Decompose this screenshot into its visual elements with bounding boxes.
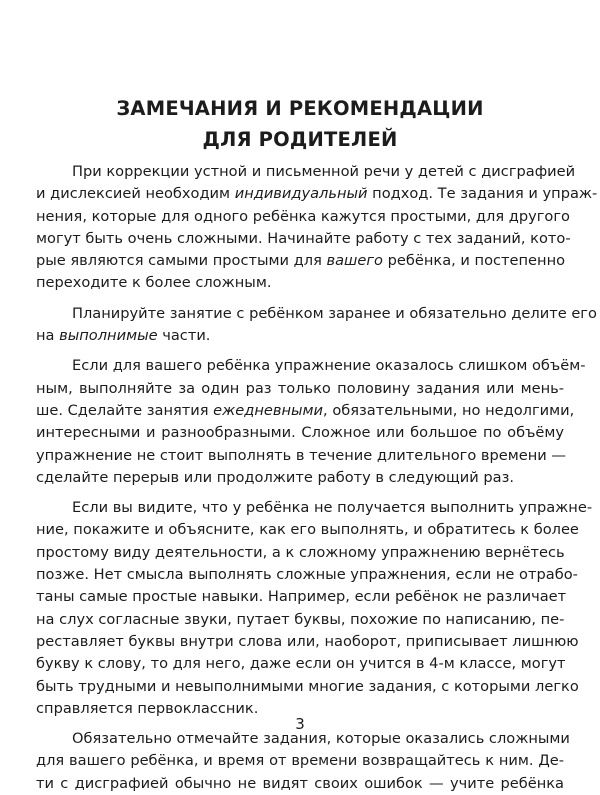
text-line: ти с дисграфией обычно не видят своих ошибок — учите ребёнка: [36, 774, 564, 792]
text-line: При коррекции устной и письменной речи у детей с дисграфией: [72, 163, 576, 180]
text-line: на выполнимые части.: [36, 327, 211, 345]
paragraph: [36, 355, 586, 489]
page-title: [0, 93, 600, 155]
emphasized-word: ежедневными: [213, 401, 324, 419]
text-line: букву к слову, то для него, даже если он учится в 4-м классе, могут: [36, 655, 566, 673]
text-line: Если вы видите, что у ребёнка не получается выполнить упражне-: [72, 499, 593, 517]
emphasized-word: выполнимые: [59, 327, 158, 345]
text-line: Если для вашего ребёнка упражнение оказалось слишком объём-: [72, 357, 586, 375]
text-line: Планируйте занятие с ребёнком заранее и обязательно делите его: [72, 304, 597, 322]
title-line-1: ЗАМЕЧАНИЯ И РЕКОМЕНДАЦИИ: [116, 97, 484, 120]
text-line: Обязательно отмечайте задания, которые оказались сложными: [72, 730, 570, 748]
text-line: таны самые простые навыки. Например, если ребёнок не различает: [36, 588, 567, 606]
paragraph: [36, 728, 570, 795]
text-line: для вашего ребёнка, и время от времени возвращайтесь к ним. Де-: [36, 752, 564, 770]
text-line: и дислексией необходим индивидуальный подход. Те задания и упраж-: [36, 185, 598, 203]
text-line: переходите к более сложным.: [36, 274, 272, 292]
text-line: упражнение не стоит выполнять в течение длительного времени —: [36, 446, 566, 464]
text-line: справляется первоклассник.: [36, 699, 259, 717]
text-line: ше. Сделайте занятия ежедневными, обязательными, но недолгими,: [36, 401, 575, 419]
body-text: [36, 161, 598, 795]
paragraph: [36, 497, 593, 720]
text-line: сделайте перерыв или продолжите работу в следующий раз.: [36, 468, 514, 486]
emphasized-word: вашего: [326, 252, 383, 270]
paragraph: [36, 161, 598, 295]
emphasized-word: индивидуальный: [234, 185, 368, 203]
text-line: ние, покажите и объясните, как его выполнять, и обратитесь к более: [36, 521, 579, 539]
text-line: нения, которые для одного ребёнка кажутся простыми, для другого: [36, 207, 570, 225]
paragraph: [36, 303, 597, 348]
text-line: на слух согласные звуки, путает буквы, похожие по написанию, пе-: [36, 610, 565, 628]
text-line: реставляет буквы внутри слова или, наоборот, приписывает лишнюю: [36, 632, 579, 650]
text-line: позже. Нет смысла выполнять сложные упражнения, если не отрабо-: [36, 566, 578, 584]
text-line: интересными и разнообразными. Сложное или большое по объёму: [36, 424, 564, 442]
title-line-2: ДЛЯ РОДИТЕЛЕЙ: [202, 128, 398, 151]
text-line: могут быть очень сложными. Начинайте работу с тех заданий, кото-: [36, 229, 571, 247]
text-line: ным, выполняйте за один раз только половину задания или мень-: [36, 379, 564, 397]
text-line: простому виду деятельности, а к сложному упражнению вернётесь: [36, 543, 565, 561]
text-line: быть трудными и невыполнимыми многие задания, с которыми легко: [36, 677, 579, 695]
page-number: 3: [295, 715, 305, 733]
text-line: рые являются самыми простыми для вашего ребёнка, и постепенно: [36, 252, 566, 270]
